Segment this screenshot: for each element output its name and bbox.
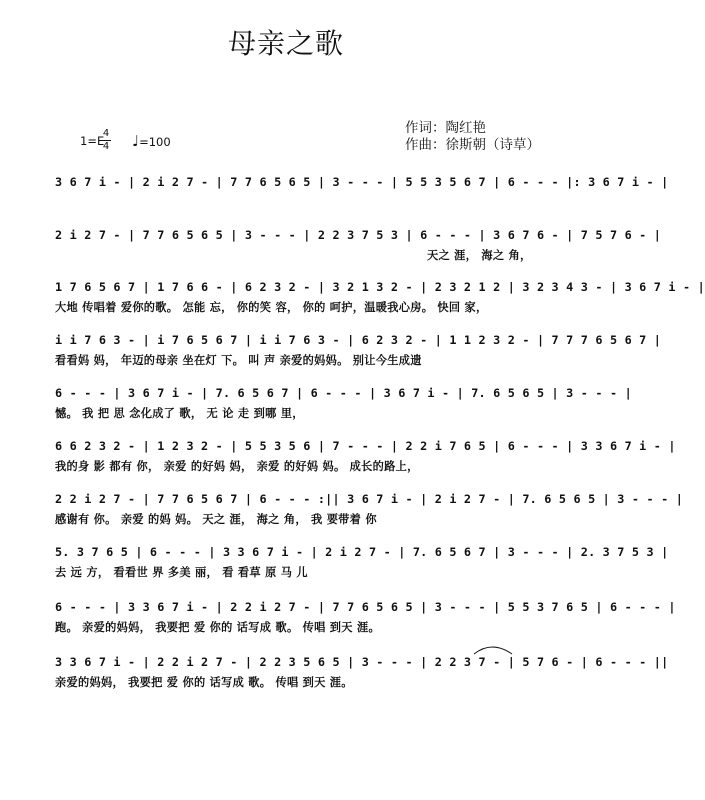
lyrics-line-6: 我的身 影 都有 你， 亲爱 的好妈 妈， 亲爱 的好妈 妈。 成长的路上，: [55, 460, 419, 473]
notation-line-6: 6 6 2 3 2 - | 1 2 3 2 - | 5 5 3 5 6 | 7 - - - | 2 2 i 7 6 5 | 6 - - - | 3 3 6 7 i - |: [55, 439, 676, 453]
tempo-marking: [132, 132, 171, 150]
notation-line-4: i i 7 6 3 - | i 7 6 5 6 7 | i i 7 6 3 - | 6 2 3 2 - | 1 1 2 3 2 - | 7 7 7 6 5 6 7 |: [55, 333, 662, 347]
key-signature: 1=E: [80, 134, 105, 148]
lyrics-line-4: 看看妈 妈， 年迈的母亲 坐在灯 下。 叫 声 亲爱的妈妈。 别让今生成遗: [55, 354, 422, 367]
notation-line-1: 3 6 7 i - | 2 i 2 7 - | 7 7 6 5 6 5 | 3 - - - | 5 5 3 5 6 7 | 6 - - - |: 3 6 7 i - |: [55, 175, 669, 189]
time-signature: [101, 129, 111, 152]
tempo-value: =100: [139, 135, 171, 149]
notation-line-8: 5. 3 7 6 5 | 6 - - - | 3 3 6 7 i - | 2 i 2 7 - | 7. 6 5 6 7 | 3 - - - | 2. 3 7 5 3 |: [55, 545, 669, 559]
lyrics-line-7: 感谢有 你。 亲爱 的妈 妈。 天之 涯， 海之 角， 我 要带着 你: [55, 513, 377, 526]
lyrics-line-5: 憾。 我 把 思 念化成了 歌， 无 论 走 到哪 里，: [55, 407, 304, 420]
lyrics-line-8: 去 远 方， 看看世 界 多美 丽， 看 看草 原 马 儿: [55, 566, 308, 579]
composer-credit: 作曲：徐斯朝（诗草）: [405, 137, 540, 153]
lyrics-line-9: 跑。 亲爱的妈妈， 我要把 爱 你的 话写成 歌。 传唱 到天 涯。: [55, 621, 380, 634]
notation-line-5: 6 - - - | 3 6 7 i - | 7. 6 5 6 7 | 6 - - - | 3 6 7 i - | 7. 6 5 6 5 | 3 - - - |: [55, 386, 632, 400]
notation-line-7: 2 2 i 2 7 - | 7 7 6 5 6 7 | 6 - - - :|| 3 6 7 i - | 2 i 2 7 - | 7. 6 5 6 5 | 3 - - - |: [55, 492, 683, 506]
lyrics-line-10: 亲爱的妈妈， 我要把 爱 你的 话写成 歌。 传唱 到天 涯。: [55, 676, 353, 689]
notation-line-9: 6 - - - | 3 3 6 7 i - | 2 2 i 2 7 - | 7 7 6 5 6 5 | 3 - - - | 5 5 3 7 6 5 | 6 - - - |: [55, 600, 676, 614]
lyrics-line-3: 大地 传唱着 爱你的歌。 怎能 忘， 你的笑 容， 你的 呵护，温暖我心房。 快回 家，: [55, 301, 488, 314]
notation-line-10: 3 3 6 7 i - | 2 2 i 2 7 - | 2 2 3 5 6 5 | 3 - - - | 2 2 3 7 - | 5 7 6 - | 6 - - - ||: [55, 655, 669, 669]
time-signature-bottom: 4: [102, 141, 110, 152]
tie-arc: [470, 640, 520, 656]
notation-line-2: 2 i 2 7 - | 7 7 6 5 6 5 | 3 - - - | 2 2 3 7 5 3 | 6 - - - | 3 6 7 6 - | 7 5 7 6 - |: [55, 228, 662, 242]
quarter-note-icon: ♩: [132, 132, 140, 150]
lyricist-credit: 作词：陶红艳: [405, 120, 486, 136]
song-title: 母亲之歌: [228, 27, 345, 60]
notation-line-3: 1 7 6 5 6 7 | 1 7 6 6 - | 6 2 3 2 - | 3 2 1 3 2 - | 2 3 2 1 2 | 3 2 3 4 3 - | 3 6 7 i - |: [55, 280, 705, 294]
time-signature-top: 4: [102, 128, 110, 139]
lyrics-line-2: 天之 涯， 海之 角，: [427, 249, 532, 262]
